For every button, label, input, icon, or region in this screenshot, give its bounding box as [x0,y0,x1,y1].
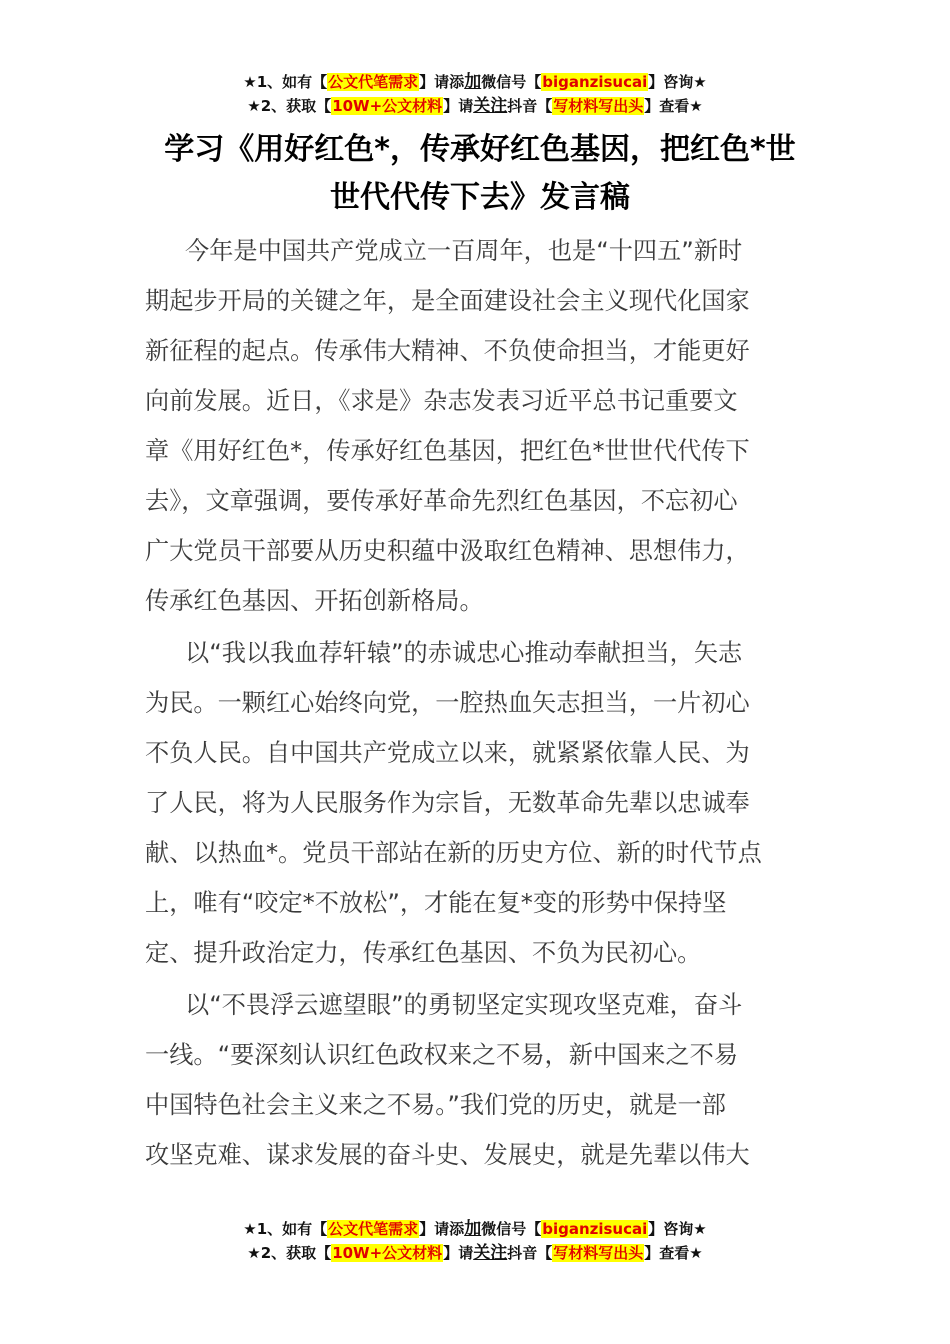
banner-text: 】请添 [419,73,465,91]
text-line: 攻坚克难、谋求发展的奋斗史、发展史，就是先辈以伟大 [145,1141,750,1169]
banner-text: 抖音【 [507,1244,553,1262]
banner-text: 】查看★ [644,97,703,115]
banner-emphasis: 关注 [473,96,508,116]
banner-text: 】请 [443,97,474,115]
paragraph-1 [145,226,809,626]
banner-emphasis: 加 [464,1219,482,1239]
highlight-wechat-id[interactable]: biganzisucai [542,73,648,91]
banner-text: 抖音【 [507,97,553,115]
highlight-douyin-account[interactable]: 写材料写出头 [553,97,644,115]
text-line: 以“我以我血荐轩辕”的赤诚忠心推动奉献担当，矢志 [185,639,743,667]
highlight-materials: 10W+公文材料 [332,97,443,115]
text-line: 献、以热血*。党员干部站在新的历史方位、新的时代节点 [145,839,762,867]
text-line: 新征程的起点。传承伟大精神、不负使命担当，才能更好 [145,337,750,365]
highlight-wechat-id[interactable]: biganzisucai [542,1220,648,1238]
header-banner [0,70,950,118]
paragraph-2 [145,628,809,978]
text-line: 期起步开局的关键之年，是全面建设社会主义现代化国家 [145,287,750,315]
banner-line-2 [0,1241,950,1265]
text-line: 了人民，将为人民服务作为宗旨，无数革命先辈以忠诚奉 [145,789,750,817]
text-line: 以“不畏浮云遮望眼”的勇韧坚定实现攻坚克难，奋斗 [185,991,743,1019]
highlight-douyin-account[interactable]: 写材料写出头 [553,1244,644,1262]
banner-text: 微信号【 [481,1220,542,1238]
banner-text: ★2、获取【 [247,97,332,115]
text-line: 传承红色基因、开拓创新格局。 [145,587,484,615]
banner-line-2 [0,94,950,118]
banner-line-1 [0,1217,950,1241]
text-line: 不负人民。自中国共产党成立以来，就紧紧依靠人民、为 [145,739,750,767]
document-body [145,226,809,1180]
text-line: 广大党员干部要从历史积蕴中汲取红色精神、思想伟力， [145,537,750,565]
banner-text: ★1、如有【 [243,1220,328,1238]
text-line: 为民。一颗红心始终向党，一腔热血矢志担当，一片初心 [145,689,750,717]
banner-text: ★2、获取【 [247,1244,332,1262]
text-line: 章《用好红色*，传承好红色基因，把红色*世世代代传下 [145,437,750,465]
banner-text: 】咨询★ [648,73,707,91]
banner-emphasis: 关注 [473,1243,508,1263]
text-line: 一线。“要深刻认识红色政权来之不易，新中国来之不易 [145,1041,739,1069]
text-line: 定、提升政治定力，传承红色基因、不负为民初心。 [145,939,702,967]
footer-banner [0,1217,950,1265]
title-line-1: 学习《用好红色*，传承好红色基因，把红色*世 [164,132,796,167]
text-line: 中国特色社会主义来之不易。”我们党的历史，就是一部 [145,1091,726,1119]
banner-text: 】请添 [419,1220,465,1238]
banner-text: 】查看★ [644,1244,703,1262]
paragraph-3 [145,980,809,1180]
document-title [150,126,810,222]
text-line: 今年是中国共产党成立一百周年，也是“十四五”新时 [185,237,743,265]
banner-emphasis: 加 [464,72,482,92]
banner-line-1 [0,70,950,94]
title-line-2: 世代代传下去》发言稿 [330,180,630,215]
banner-text: 】请 [443,1244,474,1262]
highlight-materials: 10W+公文材料 [332,1244,443,1262]
banner-text: ★1、如有【 [243,73,328,91]
text-line: 上，唯有“咬定*不放松”，才能在复*变的形势中保持坚 [145,889,727,917]
text-line: 向前发展。近日，《求是》杂志发表习近平总书记重要文 [145,387,738,415]
text-line: 去》，文章强调，要传承好革命先烈红色基因，不忘初心 [145,487,738,515]
banner-text: 微信号【 [481,73,542,91]
highlight-service: 公文代笔需求 [328,1220,419,1238]
banner-text: 】咨询★ [648,1220,707,1238]
highlight-service: 公文代笔需求 [328,73,419,91]
